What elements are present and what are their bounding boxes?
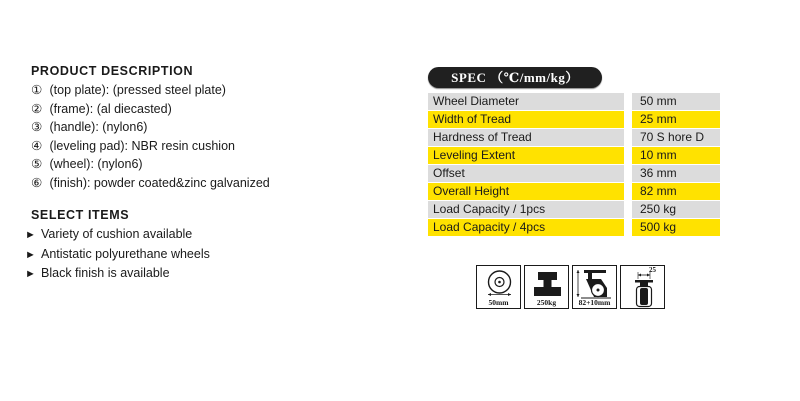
- item-number: ③: [31, 120, 43, 134]
- item-number: ①: [31, 83, 43, 97]
- item-text: (wheel): (nylon6): [49, 157, 143, 171]
- bullet-arrow-icon: ►: [25, 248, 36, 261]
- spec-value: 250 kg: [632, 201, 720, 218]
- load-weight-icon: [524, 265, 569, 309]
- spec-row-load-capacity-4pcs: [428, 219, 720, 236]
- bullet-arrow-icon: ►: [25, 268, 36, 280]
- tread-width-icon: [620, 265, 665, 309]
- item-number: ②: [31, 101, 43, 116]
- spec-value: 82 mm: [632, 183, 720, 200]
- spec-value: 25 mm: [632, 111, 720, 128]
- select-item-text: Variety of cushion available: [41, 227, 193, 241]
- spec-value: 500 kg: [632, 219, 720, 236]
- item-text: (handle): (nylon6): [49, 120, 148, 134]
- icon-caption: 82+10mm: [578, 298, 611, 307]
- description-item: [31, 174, 371, 193]
- caster-height-icon: [572, 265, 617, 309]
- select-item-text: Antistatic polyurethane wheels: [41, 246, 210, 261]
- description-item: [31, 137, 371, 156]
- spec-label: Load Capacity / 1pcs: [428, 201, 624, 218]
- item-text: (frame): (al diecasted): [49, 101, 172, 116]
- icon-caption: 25: [649, 266, 656, 274]
- item-number: ⑥: [31, 175, 43, 190]
- description-item: [31, 118, 371, 137]
- spec-label: Overall Height: [428, 183, 624, 200]
- product-description-title: PRODUCT DESCRIPTION: [31, 64, 194, 78]
- spec-label: Load Capacity / 4pcs: [428, 219, 624, 236]
- spec-row-leveling-extent: [428, 147, 720, 164]
- select-item-text: Black finish is available: [41, 266, 170, 280]
- spec-label: Leveling Extent: [428, 147, 624, 164]
- icon-caption: 250kg: [536, 298, 557, 307]
- spec-row-load-capacity-1pcs: [428, 201, 720, 218]
- spec-label: Wheel Diameter: [428, 93, 624, 110]
- item-text: (finish): powder coated&zinc galvanized: [49, 175, 270, 190]
- spec-row-width-of-tread: [428, 111, 720, 128]
- icon-caption: 50mm: [488, 298, 509, 307]
- select-item: [25, 225, 365, 245]
- item-text: (leveling pad): NBR resin cushion: [49, 138, 235, 153]
- spec-label: Width of Tread: [428, 111, 624, 128]
- item-number: ⑤: [31, 157, 43, 171]
- product-description-list: [31, 81, 371, 192]
- spec-header: SPEC （℃/mm/kg）: [428, 67, 602, 88]
- spec-value: 70 S hore D: [632, 129, 720, 146]
- spec-value: 50 mm: [632, 93, 720, 110]
- spec-label: Hardness of Tread: [428, 129, 624, 146]
- description-item: [31, 155, 371, 174]
- select-items-list: [25, 225, 371, 284]
- select-item: [25, 245, 365, 265]
- spec-value: 36 mm: [632, 165, 720, 182]
- item-number: ④: [31, 138, 43, 153]
- description-item: [31, 100, 371, 119]
- select-items-title: SELECT ITEMS: [31, 208, 130, 222]
- spec-table: [428, 93, 720, 237]
- item-text: (top plate): (pressed steel plate): [49, 83, 226, 97]
- bullet-arrow-icon: ►: [25, 229, 36, 241]
- left-panel: [25, 63, 371, 284]
- spec-row-wheel-diameter: [428, 93, 720, 110]
- spec-row-offset: [428, 165, 720, 182]
- description-item: [31, 81, 371, 100]
- wheel-diameter-icon: [476, 265, 521, 309]
- spec-row-overall-height: [428, 183, 720, 200]
- spec-value: 10 mm: [632, 147, 720, 164]
- spec-row-hardness-of-tread: [428, 129, 720, 146]
- spec-label: Offset: [428, 165, 624, 182]
- select-item: [25, 264, 365, 284]
